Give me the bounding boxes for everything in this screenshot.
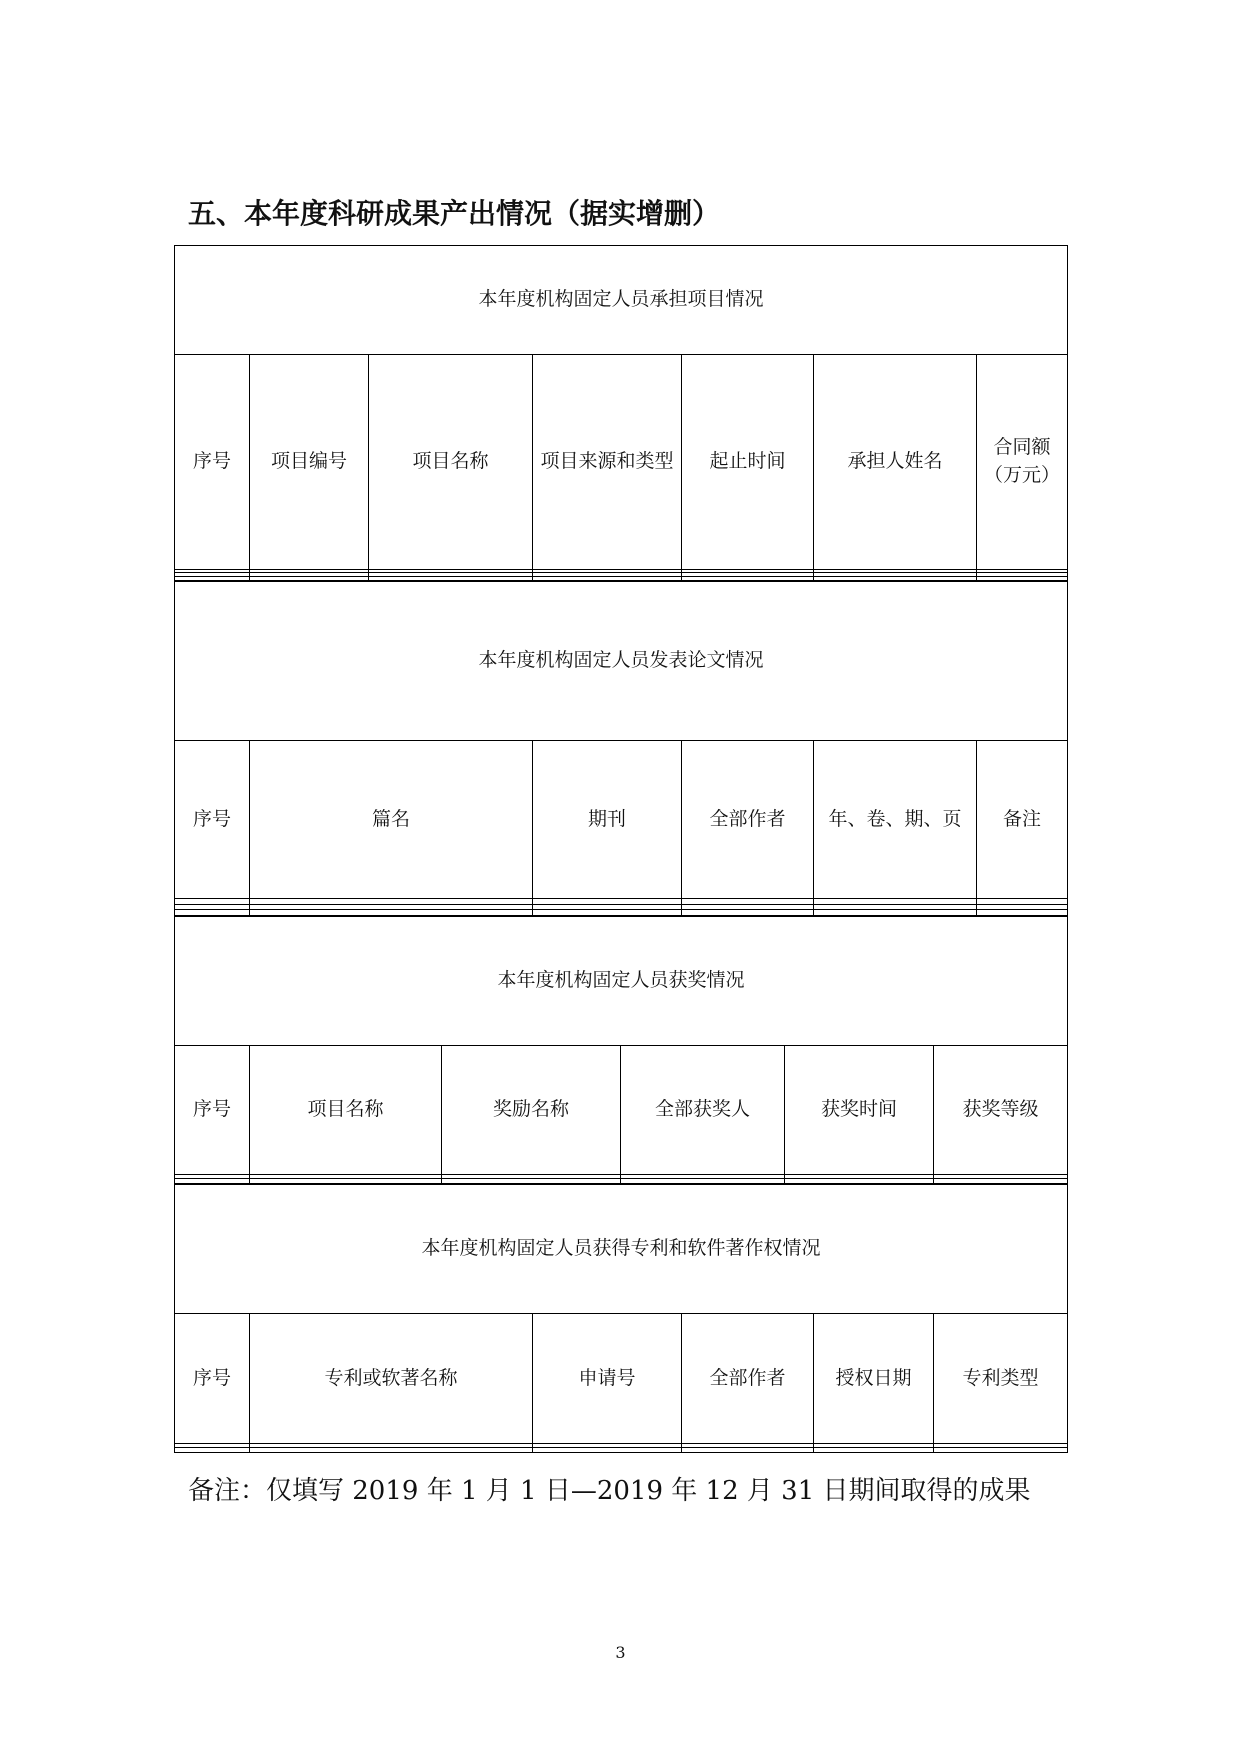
empty-cell[interactable]	[682, 1448, 814, 1453]
empty-cell[interactable]	[682, 577, 814, 581]
empty-cell[interactable]	[533, 910, 682, 916]
empty-cell[interactable]	[814, 1448, 934, 1453]
column-header: 全部获奖人	[621, 1045, 785, 1174]
empty-cell[interactable]	[175, 577, 250, 581]
table-row	[175, 1179, 1068, 1184]
empty-cell[interactable]	[977, 910, 1068, 916]
empty-cell[interactable]	[442, 1179, 621, 1184]
section-title: 五、本年度科研成果产出情况（据实增删）	[188, 197, 721, 230]
column-header: 篇名	[250, 740, 533, 899]
column-header: 期刊	[533, 740, 682, 899]
empty-cell[interactable]	[369, 577, 533, 581]
empty-cell[interactable]	[175, 1179, 250, 1184]
column-header: 全部作者	[682, 740, 814, 899]
projects-table	[174, 245, 1068, 581]
column-header: 项目名称	[250, 1045, 442, 1174]
header-row	[175, 740, 1068, 899]
empty-cell[interactable]	[250, 910, 533, 916]
column-header: 授权日期	[814, 1314, 934, 1443]
column-header: 备注	[977, 740, 1068, 899]
footnote: 备注：仅填写 2019 年 1 月 1 日—2019 年 12 月 31 日期间取得的成果	[188, 1476, 1031, 1506]
empty-cell[interactable]	[682, 910, 814, 916]
empty-cell[interactable]	[977, 577, 1068, 581]
empty-cell[interactable]	[175, 910, 250, 916]
papers-table	[174, 581, 1068, 916]
table-row	[175, 577, 1068, 581]
table-row	[175, 1448, 1068, 1453]
column-header: 全部作者	[682, 1314, 814, 1443]
header-row	[175, 355, 1068, 569]
empty-cell[interactable]	[934, 1179, 1068, 1184]
table-caption: 本年度机构固定人员获得专利和软件著作权情况	[175, 1185, 1068, 1314]
column-header: 奖励名称	[442, 1045, 621, 1174]
empty-cell[interactable]	[785, 1179, 934, 1184]
column-header: 项目名称	[369, 355, 533, 569]
empty-cell[interactable]	[175, 1448, 250, 1453]
empty-cell[interactable]	[621, 1179, 785, 1184]
empty-cell[interactable]	[533, 577, 682, 581]
empty-cell[interactable]	[250, 1448, 533, 1453]
column-header: 专利类型	[934, 1314, 1068, 1443]
column-header: 序号	[175, 740, 250, 899]
page-number: 3	[615, 1643, 626, 1662]
empty-cell[interactable]	[250, 1179, 442, 1184]
empty-cell[interactable]	[934, 1448, 1068, 1453]
empty-cell[interactable]	[250, 577, 369, 581]
empty-cell[interactable]	[533, 1448, 682, 1453]
empty-cell[interactable]	[814, 577, 977, 581]
column-header: 申请号	[533, 1314, 682, 1443]
column-header: 专利或软著名称	[250, 1314, 533, 1443]
table-caption: 本年度机构固定人员发表论文情况	[175, 582, 1068, 741]
column-header: 序号	[175, 1045, 250, 1174]
header-row	[175, 1045, 1068, 1174]
patents-table	[174, 1184, 1068, 1453]
column-header: 序号	[175, 355, 250, 569]
column-header: 项目编号	[250, 355, 369, 569]
column-header: 获奖时间	[785, 1045, 934, 1174]
column-header: 获奖等级	[934, 1045, 1068, 1174]
column-header: 承担人姓名	[814, 355, 977, 569]
empty-cell[interactable]	[814, 910, 977, 916]
column-header: 起止时间	[682, 355, 814, 569]
column-header: 年、卷、期、页	[814, 740, 977, 899]
column-header: 项目来源和类型	[533, 355, 682, 569]
table-row	[175, 910, 1068, 916]
table-caption: 本年度机构固定人员获奖情况	[175, 917, 1068, 1046]
table-caption: 本年度机构固定人员承担项目情况	[175, 246, 1068, 355]
column-header: 合同额（万元）	[977, 355, 1068, 569]
header-row	[175, 1314, 1068, 1443]
column-header: 序号	[175, 1314, 250, 1443]
awards-table	[174, 916, 1068, 1184]
